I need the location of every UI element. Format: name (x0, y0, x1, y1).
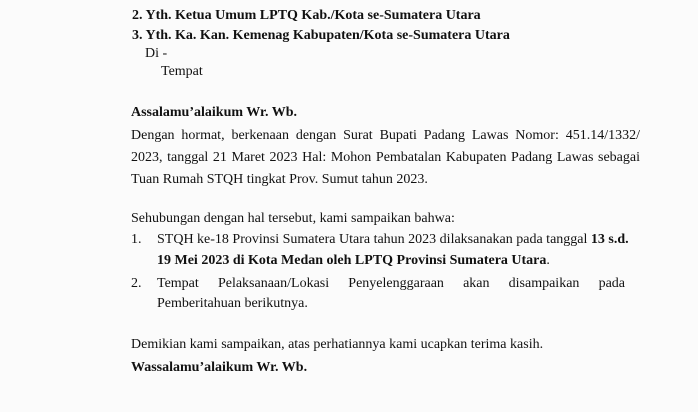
salam-pembuka: Assalamu’alaikum Wr. Wb. (131, 105, 297, 120)
paragraph-1-line-3: Tuan Rumah STQH tingkat Prov. Sumut tahun 2023. (131, 172, 428, 187)
list-item-2-line-2: Pemberitahuan berikutnya. (157, 296, 308, 311)
list-item-number-1: 1. (131, 232, 142, 247)
paragraph-1-line-1: Dengan hormat, berkenaan dengan Surat Bupati Padang Lawas Nomor: 451.14/1332/ (131, 128, 640, 143)
list-item-1-line-2 (157, 252, 550, 270)
cut-off-text-line (140, 0, 144, 6)
list-item-1-line-1-text: STQH ke-18 Provinsi Sumatera Utara tahun 2023 dilaksanakan pada tanggal (157, 232, 591, 247)
list-item-1-date-place: 19 Mei 2023 di Kota Medan oleh LPTQ Provinsi Sumatera Utara (157, 253, 547, 268)
di-label: Di - (145, 46, 168, 61)
list-item-2-line-1: Tempat Pelaksanaan/Lokasi Penyelenggaraan akan disampaikan pada (157, 276, 625, 291)
tempat-label: Tempat (161, 64, 203, 79)
list-item-1-line-1 (157, 231, 629, 249)
recipient-3: 3. Yth. Ka. Kan. Kemenag Kabupaten/Kota se-Sumatera Utara (132, 28, 510, 43)
list-item-1-date-start: 13 s.d. (590, 232, 629, 247)
intro-sentence: Sehubungan dengan hal tersebut, kami sampaikan bahwa: (131, 211, 455, 226)
list-item-1-period: . (546, 253, 550, 268)
closing-sentence: Demikian kami sampaikan, atas perhatiannya kami ucapkan terima kasih. (131, 337, 544, 352)
salam-penutup: Wassalamu’alaikum Wr. Wb. (131, 360, 308, 375)
list-item-number-2: 2. (131, 276, 142, 291)
recipient-2: 2. Yth. Ketua Umum LPTQ Kab./Kota se-Sumatera Utara (132, 8, 481, 23)
paragraph-1-line-2: 2023, tanggal 21 Maret 2023 Hal: Mohon Pembatalan Kabupaten Padang Lawas sebagai (131, 150, 640, 165)
